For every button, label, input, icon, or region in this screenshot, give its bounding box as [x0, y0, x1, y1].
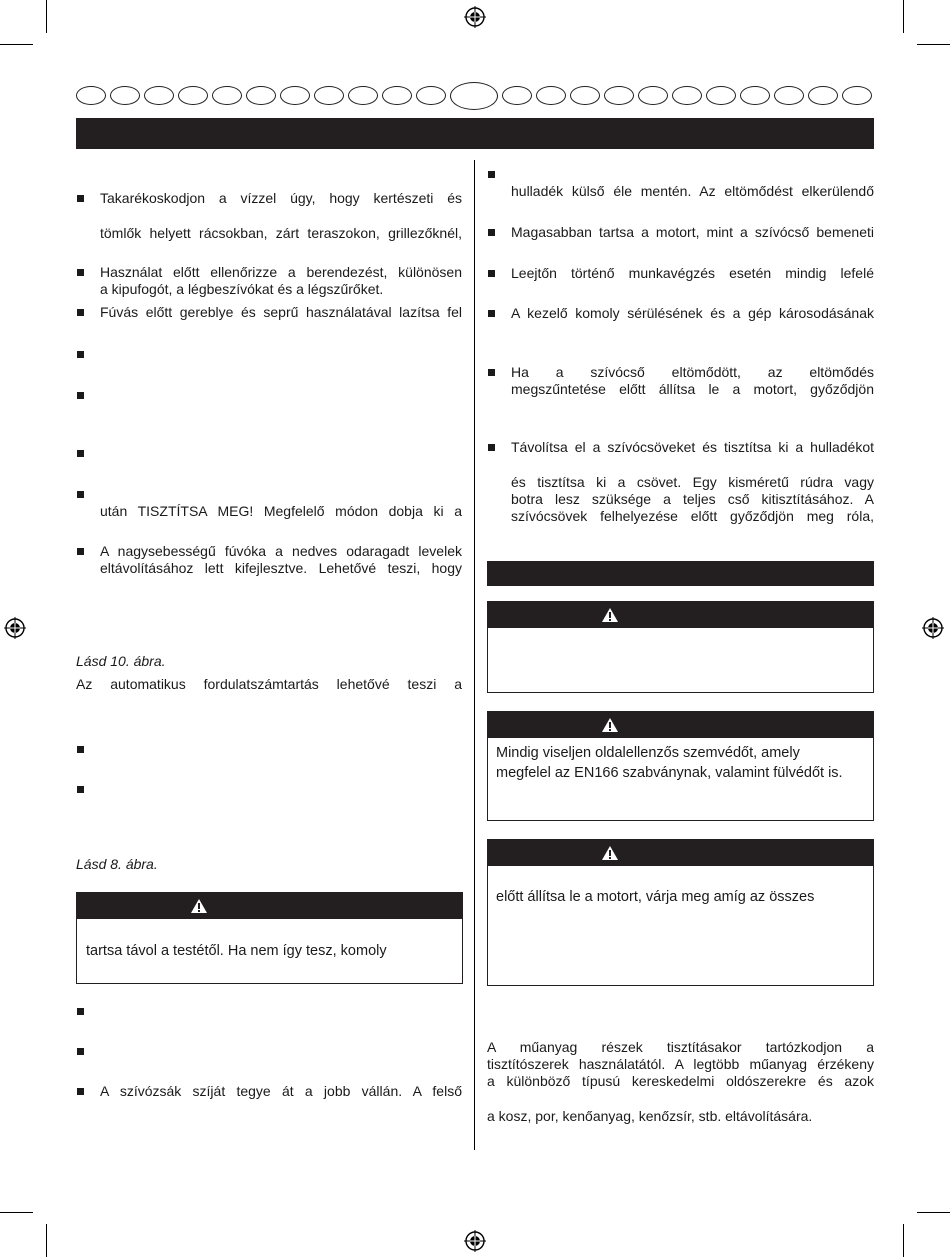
- registration-mark-icon: [464, 6, 486, 28]
- language-tab[interactable]: [536, 86, 566, 105]
- warning-triangle-icon: [601, 607, 619, 623]
- registration-mark-icon: [4, 617, 26, 639]
- bullet-square-icon: [77, 746, 84, 753]
- bullet-text: és tisztítsa ki a csövet. Egy kisméretű rúdra vagy: [511, 474, 874, 490]
- bullet-text: eltávolításához lett kifejlesztve. Lehetővé teszi, hogy: [100, 560, 462, 576]
- registration-mark-icon: [464, 1230, 486, 1252]
- bullet-text: a kipufogót, a légbeszívókat és a légszűrőket.: [100, 281, 384, 297]
- warning-box: [487, 711, 874, 821]
- bullet-square-icon: [77, 1008, 84, 1015]
- bullet-text: hulladék külső éle mentén. Az eltömődést elkerülendő: [511, 183, 874, 199]
- language-tab[interactable]: [382, 86, 412, 105]
- language-tab[interactable]: [314, 86, 344, 105]
- bullet-text: szívócsövek felhelyezése előtt győződjön meg róla,: [511, 508, 874, 524]
- language-tab[interactable]: [212, 86, 242, 105]
- crop-mark: [0, 1212, 33, 1213]
- language-tab[interactable]: [144, 86, 174, 105]
- bullet-text: Fúvás előtt gereblye és seprű használatával lazítsa fel: [100, 304, 462, 320]
- bullet-text: tömlők helyett rácsokban, zárt teraszokon, grillezőknél,: [100, 225, 462, 241]
- bullet-square-icon: [77, 1088, 84, 1095]
- language-tab[interactable]: [672, 86, 702, 105]
- bullet-square-icon: [488, 369, 495, 376]
- figure-reference: Lásd 8. ábra.: [76, 856, 158, 872]
- crop-mark: [903, 1224, 904, 1257]
- bullet-text: A kezelő komoly sérülésének és a gép károsodásának: [511, 305, 874, 321]
- warning-text: megfelel az EN166 szabványnak, valamint fülvédőt is.: [496, 765, 843, 781]
- warning-text: tartsa távol a testétől. Ha nem így tesz, komoly: [86, 943, 387, 959]
- bullet-square-icon: [77, 491, 84, 498]
- paragraph-text: A műanyag részek tisztításakor tartózkodjon a: [487, 1039, 874, 1055]
- language-tab[interactable]: [348, 86, 378, 105]
- bullet-square-icon: [77, 351, 84, 358]
- warning-box: [76, 892, 463, 984]
- bullet-text: A szívózsák szíját tegye át a jobb vállán. A felső: [100, 1083, 462, 1099]
- bullet-square-icon: [77, 195, 84, 202]
- language-tab[interactable]: [842, 86, 872, 105]
- column-divider: [474, 160, 475, 1150]
- language-tab[interactable]: [808, 86, 838, 105]
- warning-text: Mindig viseljen oldalellenzős szemvédőt, amely: [496, 745, 800, 761]
- language-tab[interactable]: [570, 86, 600, 105]
- language-tab[interactable]: [774, 86, 804, 105]
- section-header-bar: [76, 118, 874, 149]
- warning-triangle-icon: [601, 845, 619, 861]
- paragraph-text: Az automatikus fordulatszámtartás lehetővé teszi a: [76, 676, 462, 692]
- bullet-text: megszűntetése előtt állítsa le a motort, győződjön: [511, 381, 874, 397]
- warning-header: [488, 840, 873, 866]
- language-tab[interactable]: [280, 86, 310, 105]
- bullet-square-icon: [77, 309, 84, 316]
- language-tab[interactable]: [740, 86, 770, 105]
- bullet-square-icon: [77, 1048, 84, 1055]
- bullet-text: után TISZTÍTSA MEG! Megfelelő módon dobja ki a: [100, 503, 462, 519]
- warning-header: [488, 712, 873, 738]
- language-tab[interactable]: [178, 86, 208, 105]
- language-tab[interactable]: [706, 86, 736, 105]
- warning-triangle-icon: [190, 898, 208, 914]
- paragraph-text: a kosz, por, kenőanyag, kenőzsír, stb. eltávolítására.: [487, 1108, 813, 1124]
- language-tab[interactable]: [604, 86, 634, 105]
- crop-mark: [46, 1224, 47, 1257]
- bullet-square-icon: [488, 270, 495, 277]
- bullet-text: Ha a szívócső eltömődött, az eltömődés: [511, 364, 874, 380]
- bullet-square-icon: [488, 444, 495, 451]
- bullet-text: Takarékoskodjon a vízzel úgy, hogy kertészeti és: [100, 190, 462, 206]
- bullet-square-icon: [488, 229, 495, 236]
- crop-mark: [917, 1212, 950, 1213]
- section-header-bar: [487, 561, 874, 586]
- figure-reference: Lásd 10. ábra.: [76, 653, 166, 669]
- language-tab[interactable]: [76, 86, 106, 105]
- bullet-square-icon: [77, 548, 84, 555]
- bullet-text: Leejtőn történő munkavégzés esetén mindig lefelé: [511, 265, 874, 281]
- language-tab[interactable]: [110, 86, 140, 105]
- language-tab-strip: [76, 82, 874, 110]
- language-tab[interactable]: [638, 86, 668, 105]
- crop-mark: [917, 44, 950, 45]
- crop-mark: [0, 44, 33, 45]
- crop-mark: [46, 0, 47, 33]
- language-tab[interactable]: [416, 86, 446, 105]
- language-tab-active[interactable]: [450, 82, 498, 110]
- bullet-square-icon: [77, 392, 84, 399]
- bullet-text: Használat előtt ellenőrizze a berendezést, különösen: [100, 264, 462, 280]
- bullet-square-icon: [488, 310, 495, 317]
- bullet-square-icon: [77, 450, 84, 457]
- paragraph-text: tisztítószerek használatától. A legtöbb műanyag érzékeny: [487, 1056, 874, 1072]
- language-tab[interactable]: [502, 86, 532, 105]
- bullet-square-icon: [77, 269, 84, 276]
- warning-text: előtt állítsa le a motort, várja meg amíg az összes: [496, 889, 815, 905]
- warning-triangle-icon: [601, 717, 619, 733]
- registration-mark-icon: [922, 617, 944, 639]
- language-tab[interactable]: [246, 86, 276, 105]
- warning-header: [488, 602, 873, 628]
- crop-mark: [903, 0, 904, 33]
- bullet-text: A nagysebességű fúvóka a nedves odaragadt levelek: [100, 543, 462, 559]
- bullet-text: Magasabban tartsa a motort, mint a szívócső bemeneti: [511, 224, 874, 240]
- bullet-square-icon: [77, 786, 84, 793]
- bullet-text: Távolítsa el a szívócsöveket és tisztítsa ki a hulladékot: [511, 439, 874, 455]
- warning-header: [77, 893, 462, 919]
- warning-box: [487, 839, 874, 986]
- paragraph-text: a különböző típusú kereskedelmi oldószerekre és azok: [487, 1073, 874, 1089]
- warning-box: [487, 601, 874, 693]
- bullet-text: botra lesz szüksége a teljes cső kitisztításához. A: [511, 491, 874, 507]
- bullet-square-icon: [488, 171, 495, 178]
